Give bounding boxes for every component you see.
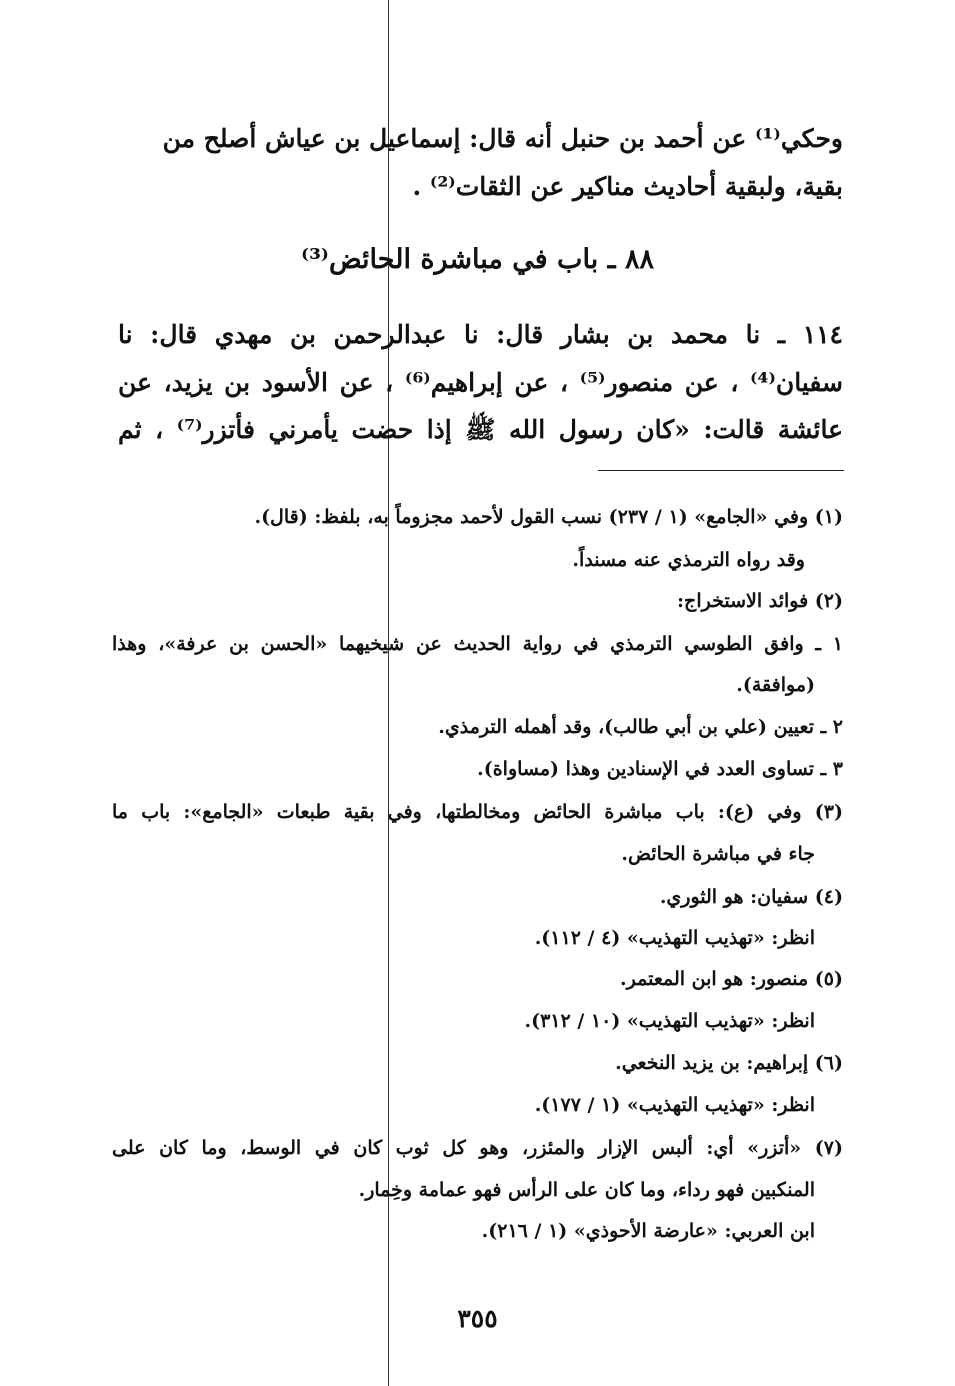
main-text-line: ١١٤ ـ نا محمد بن بشار قال: نا عبدالرحمن بن مهدي قال: نا xyxy=(118,320,843,349)
footnote-line: ٢ ـ تعيين (علي بن أبي طالب)، وقد أهمله الترمذي. xyxy=(438,716,843,738)
footnote-line: وقد رواه الترمذي عنه مسنداً. xyxy=(572,549,805,571)
chapter-heading: ٨٨ ـ باب في مباشرة الحائض⁽³⁾ xyxy=(301,244,654,275)
footnote-line: (موافقة). xyxy=(736,674,815,696)
footnote-line: ١ ـ وافق الطوسي الترمذي في رواية الحديث عن شيخيهما «الحسن بن عرفة»، وهذا xyxy=(112,633,843,655)
footnote-line: المنكبين فهو رداء، وما كان على الرأس فهو عمامة وخِمار. xyxy=(358,1179,815,1201)
footnote-line: انظر: «تهذيب التهذيب» (١٠ / ٣١٢). xyxy=(524,1010,815,1032)
main-text-line: عائشة قالت: «كان رسول الله ﷺ إذا حضت يأمرني فأتزر⁽⁷⁾ ، ثم xyxy=(118,415,843,444)
footnote-line: (٧) «أتزر» أي: ألبس الإزار والمئزر، وهو كل ثوب كان في الوسط، وما كان على xyxy=(112,1137,843,1159)
footnote-line: (٥) منصور: هو ابن المعتمر. xyxy=(620,968,843,990)
footnote-line: انظر: «تهذيب التهذيب» (٤ / ١١٢). xyxy=(534,927,815,949)
footnote-line: (٣) وفي (ع): باب مباشرة الحائض ومخالطتها، وفي بقية طبعات «الجامع»: باب ما xyxy=(112,801,843,823)
footnote-line: (٤) سفيان: هو الثوري. xyxy=(659,886,843,908)
footnote-separator xyxy=(598,470,844,471)
footnote-line: ٣ ـ تساوى العدد في الإسنادين وهذا (مساواة). xyxy=(477,758,843,780)
footnote-line: انظر: «تهذيب التهذيب» (١ / ١٧٧). xyxy=(534,1094,815,1116)
footnote-line: جاء في مباشرة الحائض. xyxy=(621,843,815,865)
footnote-line: ابن العربي: «عارضة الأحوذي» (١ / ٢١٦). xyxy=(481,1220,815,1242)
footnote-line: (٦) إبراهيم: بن يزيد النخعي. xyxy=(615,1052,843,1074)
main-text-line: وحكي⁽¹⁾ عن أحمد بن حنبل أنه قال: إسماعيل بن عياش أصلح من xyxy=(162,124,843,153)
page-number: ٣٥٥ xyxy=(457,1304,498,1333)
footnote-line: (١) وفي «الجامع» (١ / ٢٣٧) نسب القول لأحمد مجزوماً به، بلفظ: (قال). xyxy=(254,506,843,528)
main-text-line: سفيان⁽⁴⁾ ، عن منصور⁽⁵⁾ ، عن إبراهيم⁽⁶⁾ ، عن الأسود بن يزيد، عن xyxy=(118,368,843,397)
main-text-line: بقية، ولبقية أحاديث مناكير عن الثقات⁽²⁾ . xyxy=(412,172,843,201)
footnote-line: (٢) فوائد الاستخراج: xyxy=(677,590,843,612)
